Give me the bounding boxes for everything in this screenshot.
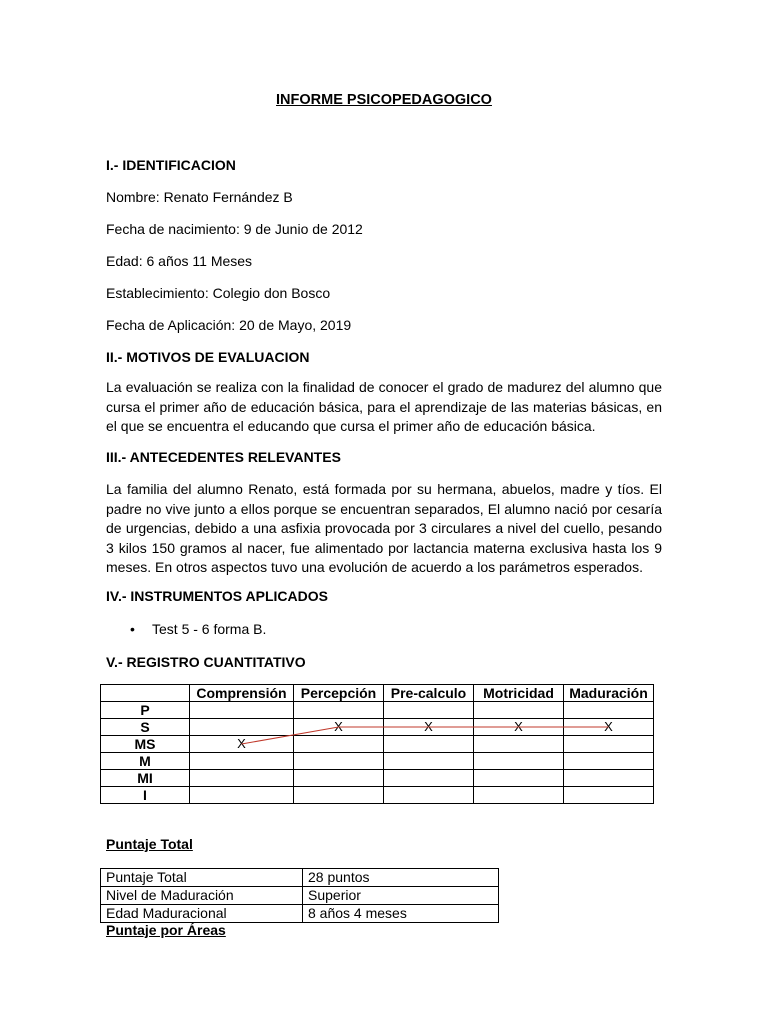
- section-registro-heading: V.- REGISTRO CUANTITATIVO: [106, 654, 306, 670]
- cell: [564, 753, 654, 770]
- section-instrumentos-heading: IV.- INSTRUMENTOS APLICADOS: [106, 588, 328, 604]
- mark-maduracion-s: X: [564, 719, 654, 736]
- table-row: [101, 702, 654, 719]
- col-motricidad: Motricidad: [474, 685, 564, 702]
- mark-comprension-ms: X: [190, 736, 294, 753]
- cell: [564, 702, 654, 719]
- cell: [384, 787, 474, 804]
- table-row: [101, 736, 654, 753]
- nivel-maduracion-label: Nivel de Maduración: [101, 887, 303, 905]
- cell: [190, 770, 294, 787]
- cell: [190, 787, 294, 804]
- puntaje-label: Puntaje Total: [101, 869, 303, 887]
- cell: [294, 753, 384, 770]
- cell: [474, 736, 564, 753]
- motivos-paragraph: La evaluación se realiza con la finalidad de conocer el grado de madurez del alumno que cursa el primer año de educación básica, para el aprendizaje de las materias básicas, en el que se encuentra el educando que cursa el primer año de educación básica.: [106, 379, 662, 434]
- cell: [384, 736, 474, 753]
- puntaje-value: 28 puntos: [303, 869, 499, 887]
- cell: [294, 736, 384, 753]
- antecedentes-paragraph: La familia del alumno Renato, está formada por su hermana, abuelos, madre y tíos. El padre no vive junto a ellos porque se encuentran separados, El alumno nació por cesaría de urgencias, debido a una asfixia provocada por 3 circulares a nivel del cuello, pesando 3 kilos 150 gramos al nacer, fue alimentado por lactancia materna exclusiva hasta los 9 meses. En otros aspectos tuvo una evolución de acuerdo a los parámetros esperados.: [106, 481, 662, 575]
- cell: [564, 787, 654, 804]
- table-row: [101, 787, 654, 804]
- cell: [294, 770, 384, 787]
- bullet-dot-icon: •: [130, 621, 135, 637]
- section-antecedentes-heading: III.- ANTECEDENTES RELEVANTES: [106, 449, 341, 465]
- row-label-s: S: [101, 719, 190, 736]
- section-motivos-heading: II.- MOTIVOS DE EVALUACION: [106, 349, 310, 365]
- mark-percepcion-s: X: [294, 719, 384, 736]
- nivel-maduracion-value: Superior: [303, 887, 499, 905]
- puntaje-total-heading: Puntaje Total: [106, 836, 193, 852]
- cell: [384, 770, 474, 787]
- puntaje-areas-heading: Puntaje por Áreas: [106, 922, 226, 938]
- table-row: [101, 753, 654, 770]
- col-precalculo: Pre-calculo: [384, 685, 474, 702]
- registro-table: [100, 684, 654, 804]
- mark-motricidad-s: X: [474, 719, 564, 736]
- registro-corner-cell: [101, 685, 190, 702]
- cell: [474, 753, 564, 770]
- cell: [474, 787, 564, 804]
- cell: [564, 736, 654, 753]
- cell: [474, 702, 564, 719]
- cell: [190, 753, 294, 770]
- cell: [294, 702, 384, 719]
- mark-precalculo-s: X: [384, 719, 474, 736]
- registro-header-row: [101, 685, 654, 702]
- row-label-p: P: [101, 702, 190, 719]
- cell: [190, 719, 294, 736]
- col-maduracion: Maduración: [564, 685, 654, 702]
- section-identificacion-heading: I.- IDENTIFICACION: [106, 157, 236, 173]
- table-row: [101, 887, 499, 905]
- table-row: [101, 905, 499, 923]
- cell: [384, 702, 474, 719]
- nombre-line: Nombre: Renato Fernández B: [106, 189, 293, 205]
- edad-line: Edad: 6 años 11 Meses: [106, 253, 253, 269]
- fecha-nacimiento-line: Fecha de nacimiento: 9 de Junio de 2012: [106, 221, 363, 237]
- cell: [190, 702, 294, 719]
- row-label-m: M: [101, 753, 190, 770]
- col-percepcion: Percepción: [294, 685, 384, 702]
- cell: [294, 787, 384, 804]
- fecha-aplicacion-line: Fecha de Aplicación: 20 de Mayo, 2019: [106, 317, 352, 333]
- edad-maduracional-label: Edad Maduracional: [101, 905, 303, 923]
- edad-maduracional-value: 8 años 4 meses: [303, 905, 499, 923]
- col-comprension: Comprensión: [190, 685, 294, 702]
- row-label-mi: MI: [101, 770, 190, 787]
- puntaje-total-table: [100, 868, 499, 923]
- instrumento-item: Test 5 - 6 forma B.: [152, 621, 267, 637]
- row-label-ms: MS: [101, 736, 190, 753]
- table-row: [101, 770, 654, 787]
- table-row: [101, 869, 499, 887]
- cell: [564, 770, 654, 787]
- document-title: INFORME PSICOPEDAGOGICO: [276, 92, 492, 108]
- row-label-i: I: [101, 787, 190, 804]
- table-row: [101, 719, 654, 736]
- cell: [474, 770, 564, 787]
- cell: [384, 753, 474, 770]
- establecimiento-line: Establecimiento: Colegio don Bosco: [106, 285, 331, 301]
